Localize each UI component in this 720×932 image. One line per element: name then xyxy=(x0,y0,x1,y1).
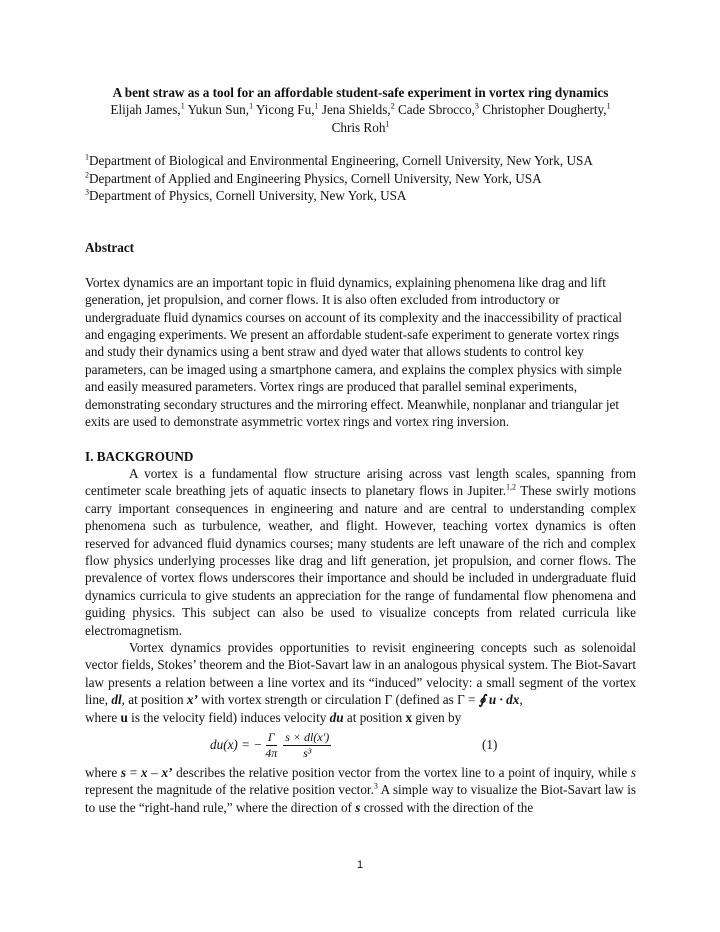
section-heading-background: I. BACKGROUND xyxy=(85,448,194,464)
paper-page xyxy=(85,84,636,816)
affiliation-1: $^1$Department of Biological and Environmental Engineering, Cornell University, New York, USA xyxy=(85,152,593,169)
background-paragraph-2-cont: where u is the velocity field) induces velocity du at position x given by xyxy=(85,709,462,725)
equation-1 xyxy=(85,726,636,764)
equation-number: (1) xyxy=(482,737,498,752)
affiliation-3: $^3$Department of Physics, Cornell University, New York, USA xyxy=(85,187,407,204)
abstract-heading: Abstract xyxy=(85,240,135,256)
paper-title: A bent straw as a tool for an affordable student-safe experiment in vortex ring dynamics xyxy=(112,85,609,100)
equation-body: du(x) = − $\frac{\Gamma}{4\pi}$ $\frac{s \times dl(x')}{\text{s³}}$ xyxy=(210,729,330,760)
affiliations xyxy=(85,152,636,204)
affiliation-2: $^2$Department of Applied and Engineering Physics, Cornell University, New York, USA xyxy=(85,170,542,186)
author-list: Elijah James,$^1$ Yukun Sun,$^1$ Yicong Fu,$^1$ Jena Shields,$^2$ Cade Sbrocco,$^3$ Christopher Dougherty,$^1$ Chris Roh$^1$ xyxy=(110,102,611,135)
background-paragraph-3: where s = x – x’ describes the relative position vector from the vortex line to a point of inquiry, while s represent the magnitude of the relative position vector.$^3$ A simple way to visualize the Biot-Savart law is to use the “right-hand rule,” where the direction of s crossed with the direction of the xyxy=(85,765,637,815)
fraction-cross: $\frac{s \times dl(x')}{\text{s³}}$ xyxy=(285,729,330,760)
fraction-gamma: $\frac{\Gamma}{4\pi}$ xyxy=(265,729,278,760)
abstract-body: Vortex dynamics are an important topic in fluid dynamics, explaining phenomena like drag and lift generation, jet propulsion, and corner flows. It is also often excluded from introductory or undergraduate fluid dynamics courses on account of its complexity and the inaccessibility of practical and engaging experiments. We present an affordable student-safe experiment to generate vortex rings and study their dynamics using a bent straw and dyed water that allows students to control key parameters, can be imaged using a smartphone camera, and explains the complex physics with simple and easily measured parameters. Vortex rings are produced that parallel seminal experiments, demonstrating secondary structures and the mirroring effect. Meanwhile, nonplanar and triangular jet exits are used to demonstrate asymmetric vortex rings and vortex ring inversion. xyxy=(85,274,622,430)
page-number: 1 xyxy=(356,859,364,871)
background-paragraph-1: A vortex is a fundamental flow structure arising across vast length scales, spanning from centimeter scale breathing jets of aquatic insects to planetary flows in Jupiter.$^{1,2}$ These swirly motions carry important consequences in engineering and nature and are central to understanding complex phenomena such as turbulence, weather, and flight. However, teaching vortex dynamics is often reserved for advanced fluid dynamics courses; many students are left unaware of the rich and complex flow physics underlying processes like drag and lift generation, jet propulsion, and corner flows. The prevalence of vortex flows underscores their importance and should be included in undergraduate fluid dynamics curricula to give students an appreciation for the range of fundamental flow phenomena and guiding physics. This subject can also be used to visualize concepts from related curricula like electromagnetism. xyxy=(85,465,636,638)
background-paragraph-2: Vortex dynamics provides opportunities to revisit engineering concepts such as solenoidal vector fields, Stokes’ theorem and the Biot-Savart law in an analogous physical system. The Biot-Savart law presents a relation between a line vortex and its “induced” velocity: a small segment of the vortex line, dl, at position x’ with vortex strength or circulation Γ (defined as Γ = ∮ u · dx, xyxy=(85,639,636,708)
